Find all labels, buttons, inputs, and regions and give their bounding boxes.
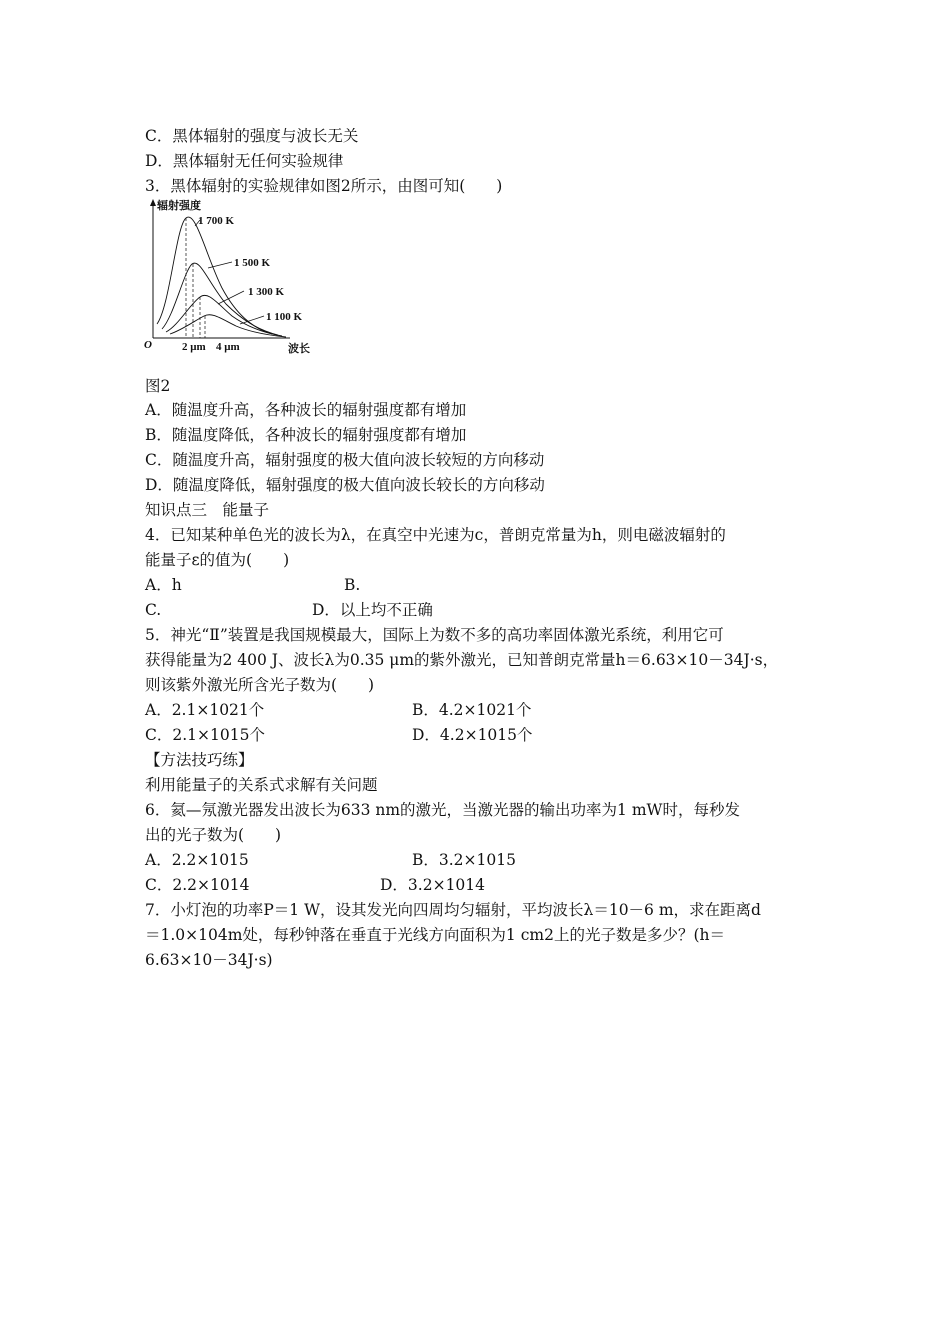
option-a-q3: A．随温度升高，各种波长的辐射强度都有增加 xyxy=(145,401,467,419)
question-5-cont-2: 则该紫外激光所含光子数为( ) xyxy=(145,676,375,694)
origin-label: O xyxy=(144,339,152,351)
option-d-q5: D．4.2×1015个 xyxy=(412,726,533,744)
curve-label-1300k: 1 300 K xyxy=(248,286,285,298)
curve-1700k xyxy=(157,217,272,334)
question-4-cont: 能量子ε的值为( ) xyxy=(145,551,290,569)
option-c-q6: C．2.2×1014 xyxy=(145,876,250,894)
method-subheading: 利用能量子的关系式求解有关问题 xyxy=(145,776,378,794)
option-d-q3: D．随温度降低，辐射强度的极大值向波长较长的方向移动 xyxy=(145,476,545,494)
question-6-cont: 出的光子数为( ) xyxy=(145,826,282,844)
question-4: 4．已知某种单色光的波长为λ，在真空中光速为c，普朗克常量为h，则电磁波辐射的 xyxy=(145,526,726,544)
curve-label-1700k: 1 700 K xyxy=(198,215,235,227)
option-b-q5: B．4.2×1021个 xyxy=(412,701,532,719)
question-6: 6．氦—氖激光器发出波长为633 nm的激光，当激光器的输出功率为1 mW时，每秒发 xyxy=(145,801,740,819)
blackbody-radiation-figure xyxy=(140,196,325,358)
curve-1500k xyxy=(162,263,278,335)
question-3: 3．黑体辐射的实验规律如图2所示，由图可知( ) xyxy=(145,177,503,195)
y-axis-label: 辐射强度 xyxy=(157,200,201,212)
option-b-q6: B．3.2×1015 xyxy=(412,851,516,869)
question-7-cont: ＝1.0×104m处，每秒钟落在垂直于光线方向面积为1 cm2上的光子数是多少？(h＝ xyxy=(145,926,725,944)
curve-label-1500k: 1 500 K xyxy=(234,257,271,269)
option-c-q3: C．随温度升高，辐射强度的极大值向波长较短的方向移动 xyxy=(145,451,545,469)
x-tick-4um: 4 μm xyxy=(216,341,240,353)
option-b-q4: B. xyxy=(344,576,361,594)
option-c-q5: C．2.1×1015个 xyxy=(145,726,265,744)
question-7: 7．小灯泡的功率P＝1 W，设其发光向四周均匀辐射，平均波长λ＝10－6 m，求在距离d xyxy=(145,901,761,919)
question-5-cont: 获得能量为2 400 J、波长λ为0.35 μm的紫外激光，已知普朗克常量h＝6.63×10－34J·s， xyxy=(145,651,779,669)
option-d-q6: D．3.2×1014 xyxy=(380,876,486,894)
option-a-q6: A．2.2×1015 xyxy=(145,851,249,869)
option-c-q2: C．黑体辐射的强度与波长无关 xyxy=(145,127,359,145)
option-a-q4: A．h xyxy=(145,576,182,594)
figure-caption: 图2 xyxy=(145,377,171,395)
x-axis-label: 波长 xyxy=(288,343,310,355)
option-c-q4: C. xyxy=(145,601,162,619)
option-a-q5: A．2.1×1021个 xyxy=(145,701,265,719)
question-7-cont-2: 6.63×10－34J·s) xyxy=(145,951,273,969)
option-d-q4: D．以上均不正确 xyxy=(312,601,433,619)
x-tick-2um: 2 μm xyxy=(182,341,206,353)
option-b-q3: B．随温度降低，各种波长的辐射强度都有增加 xyxy=(145,426,467,444)
question-5: 5．神光“Ⅱ”装置是我国规模最大，国际上为数不多的高功率固体激光系统，利用它可 xyxy=(145,626,724,644)
y-axis-arrow xyxy=(150,199,156,206)
option-d-q2: D．黑体辐射无任何实验规律 xyxy=(145,152,344,170)
curve-label-1100k: 1 100 K xyxy=(266,311,303,323)
method-heading: 【方法技巧练】 xyxy=(145,751,254,769)
section-heading-3: 知识点三 能量子 xyxy=(145,501,270,519)
